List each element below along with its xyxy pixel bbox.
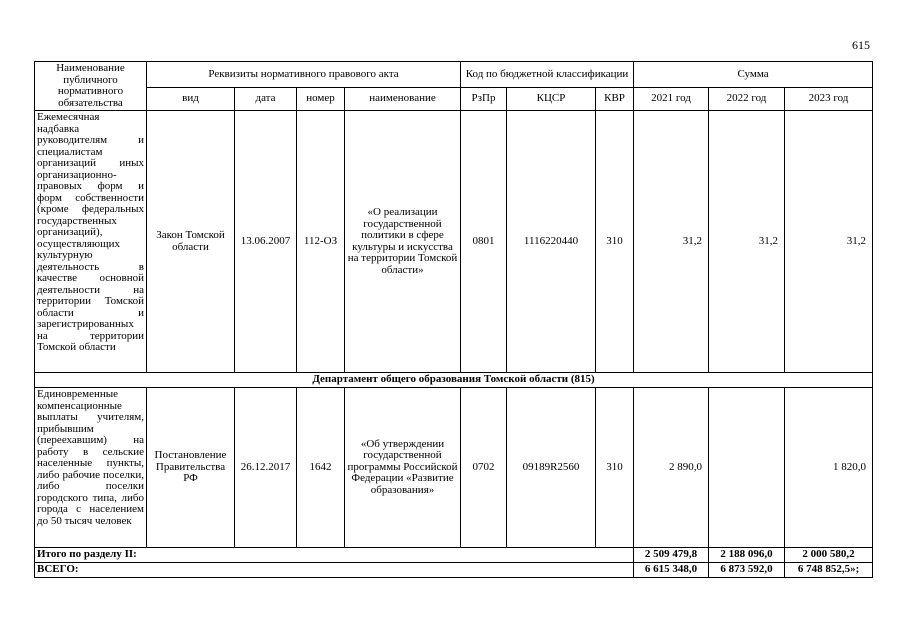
- header-2022: 2022 год: [709, 88, 785, 111]
- header-sum: Сумма: [634, 62, 873, 88]
- header-row-2: [35, 88, 873, 111]
- page-number: 615: [852, 38, 870, 52]
- obligation-name: Единовременные компенсационные выплаты учителям, прибывшим (переехавшим) на работу в сельские населенные пункты, либо рабочие поселки, либо поселки городского типа, либо города с населением до 50 тысяч человек: [35, 388, 147, 548]
- grand-total-2021: 6 615 348,0: [634, 563, 709, 578]
- sum-2021: 2 890,0: [634, 388, 709, 548]
- act-number: 112-ОЗ: [297, 111, 345, 373]
- header-number: номер: [297, 88, 345, 111]
- sum-2022: 31,2: [709, 111, 785, 373]
- obligation-name: Ежемесячная надбавка руководителям и специалистам организаций иных организационно-правовых форм и форм собственности (кроме федеральных государственных организаций), осуществляющих культурную деятельность в качестве основной деятельности на территории Томской области и зарегистрированных на территории Томской области: [35, 111, 147, 373]
- header-rzpr: РзПр: [461, 88, 507, 111]
- total-label: Итого по разделу II:: [35, 548, 634, 563]
- act-title: «Об утверждении государственной программы Российской Федерации «Развитие образования»: [345, 388, 461, 548]
- header-kcsr: КЦСР: [507, 88, 596, 111]
- act-title: «О реализации государственной политики в сфере культуры и искусства на территории Томской области»: [345, 111, 461, 373]
- header-title: наименование: [345, 88, 461, 111]
- total-2022: 2 188 096,0: [709, 548, 785, 563]
- kvr-code: 310: [596, 388, 634, 548]
- table-row: [35, 388, 873, 548]
- header-kvr: КВР: [596, 88, 634, 111]
- grand-total-2022: 6 873 592,0: [709, 563, 785, 578]
- header-budget-code: Код по бюджетной классификации: [461, 62, 634, 88]
- grand-total-label: ВСЕГО:: [35, 563, 634, 578]
- act-number: 1642: [297, 388, 345, 548]
- rzpr-code: 0702: [461, 388, 507, 548]
- table-row: [35, 111, 873, 373]
- sum-2022: [709, 388, 785, 548]
- rzpr-code: 0801: [461, 111, 507, 373]
- header-requisites: Реквизиты нормативного правового акта: [147, 62, 461, 88]
- kvr-code: 310: [596, 111, 634, 373]
- total-row: [35, 548, 873, 563]
- sum-2023: 1 820,0: [785, 388, 873, 548]
- header-obligation-name: Наименование публичного нормативного обязательства: [35, 62, 147, 111]
- header-2021: 2021 год: [634, 88, 709, 111]
- act-type: Закон Томской области: [147, 111, 235, 373]
- header-row-1: [35, 62, 873, 88]
- kcsr-code: 1116220440: [507, 111, 596, 373]
- kcsr-code: 09189R2560: [507, 388, 596, 548]
- sum-2023: 31,2: [785, 111, 873, 373]
- section-row: [35, 373, 873, 388]
- obligations-table: [34, 61, 873, 578]
- sum-2021: 31,2: [634, 111, 709, 373]
- act-type: Постановление Правительства РФ: [147, 388, 235, 548]
- act-date: 13.06.2007: [235, 111, 297, 373]
- act-date: 26.12.2017: [235, 388, 297, 548]
- header-2023: 2023 год: [785, 88, 873, 111]
- section-title: Департамент общего образования Томской области (815): [35, 373, 873, 388]
- header-type: вид: [147, 88, 235, 111]
- total-2023: 2 000 580,2: [785, 548, 873, 563]
- grand-total-2023: 6 748 852,5»;: [785, 563, 873, 578]
- header-date: дата: [235, 88, 297, 111]
- grand-total-row: [35, 563, 873, 578]
- total-2021: 2 509 479,8: [634, 548, 709, 563]
